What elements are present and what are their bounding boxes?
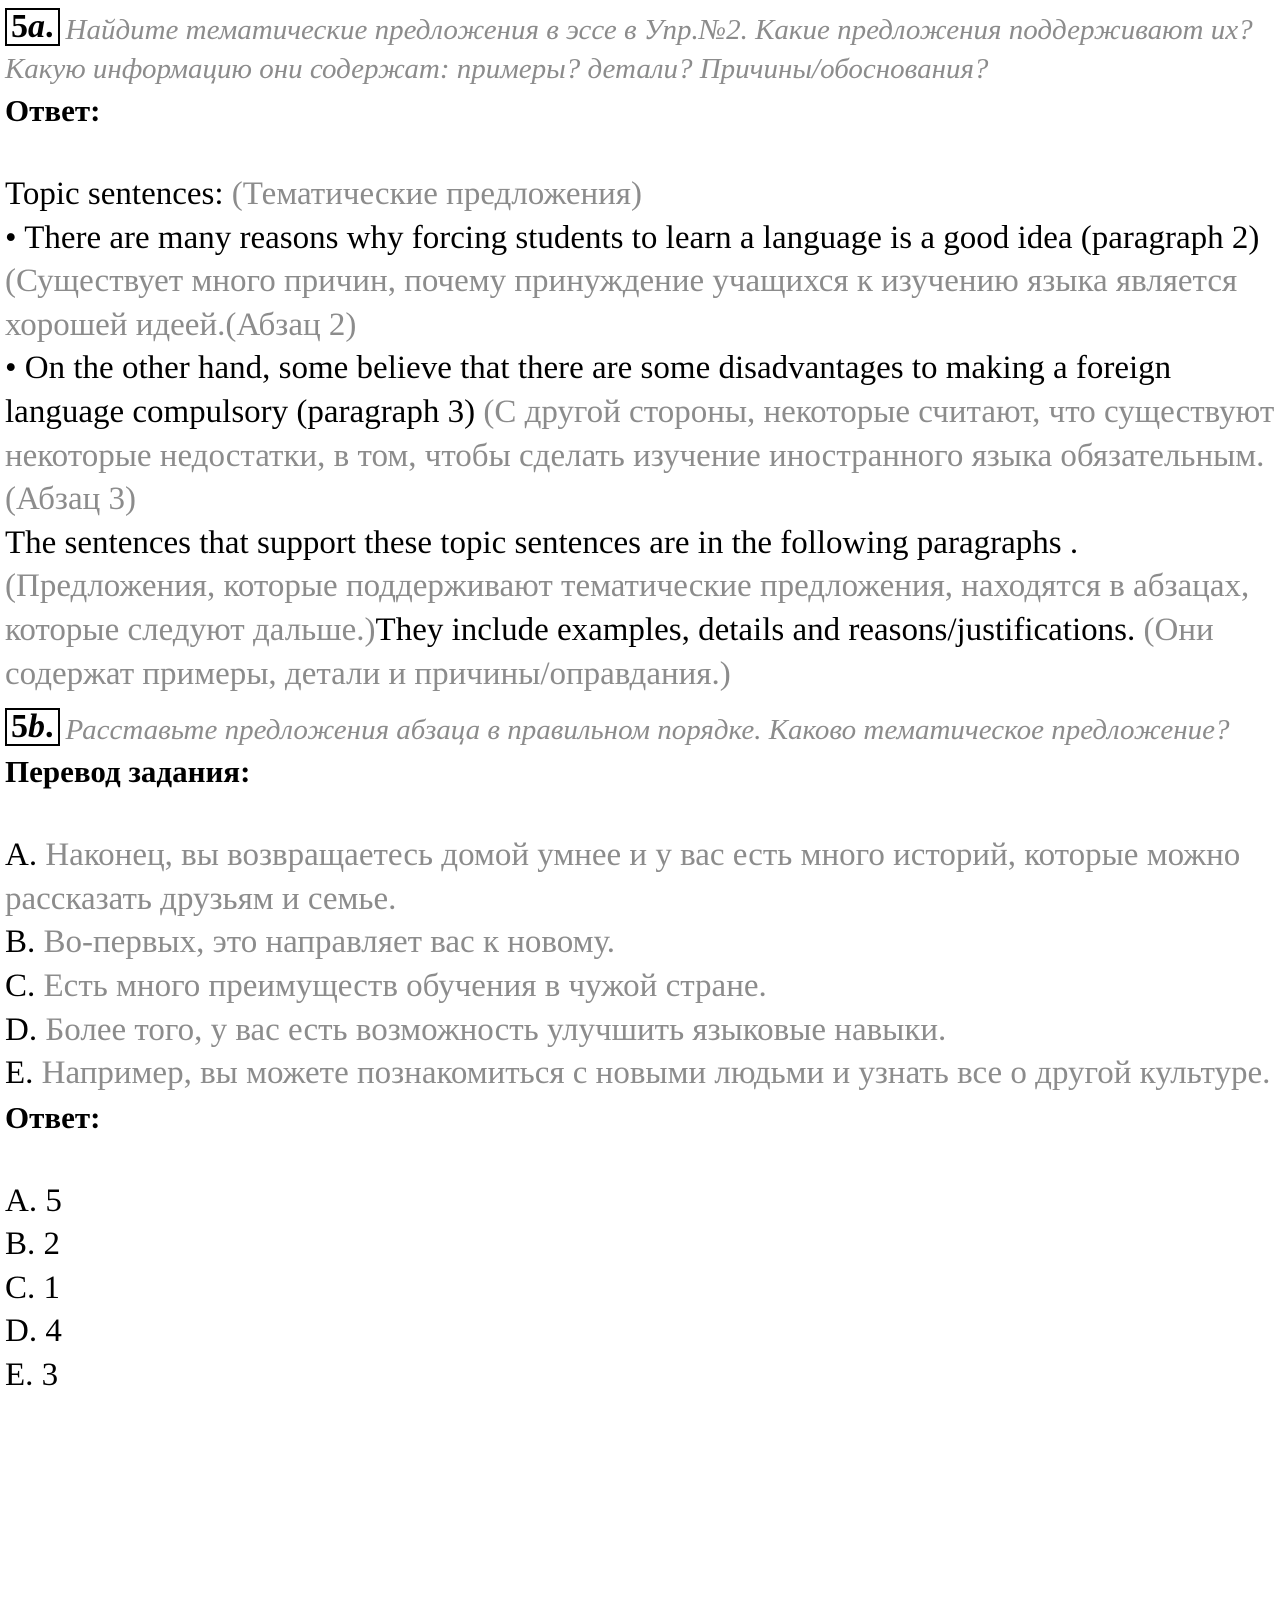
answer-item — [5, 1354, 1275, 1398]
answer-item — [5, 1310, 1275, 1354]
answer-value: 4 — [45, 1313, 62, 1350]
item-letter: B. — [5, 924, 44, 961]
item-letter: C. — [5, 967, 44, 1004]
answer-item — [5, 1223, 1275, 1267]
sentence-list — [5, 834, 1275, 1096]
task-dot: . — [45, 708, 54, 746]
list-item — [5, 1052, 1275, 1096]
answer-heading-5a: Ответ: — [5, 93, 101, 128]
spacer — [5, 1138, 1275, 1180]
topic-label-ru: (Тематические предложения) — [231, 176, 642, 212]
answer-letter: B. — [5, 1226, 44, 1263]
answer-value: 3 — [41, 1357, 59, 1394]
item-text: Наконец, вы возвращаетесь домой умнее и у вас есть много историй, которые можно рассказать друзьям и семье. — [5, 837, 1241, 917]
answer-heading-5b: Ответ: — [5, 1099, 101, 1135]
topic-bullet-1 — [5, 217, 1275, 348]
bullet-1-ru: (Существует много причин, почему принуждение учащихся к изучению языка является хорошей идеей.(Абзац 2) — [5, 263, 1238, 343]
support-en: The sentences that support these topic sentences are in the following paragraphs . — [5, 524, 1079, 561]
list-item — [5, 921, 1275, 965]
answer-letter: E. — [5, 1357, 42, 1394]
answer-letter: A. — [5, 1182, 46, 1219]
answer-value: 5 — [45, 1182, 62, 1219]
item-text: Во-первых, это направляет вас к новому. — [43, 924, 615, 961]
topic-bullet-2 — [5, 347, 1275, 521]
answer-value: 1 — [43, 1269, 61, 1306]
list-item — [5, 834, 1275, 921]
task-dot: . — [45, 8, 54, 45]
item-letter: E. — [5, 1055, 42, 1092]
topic-sentences-label — [5, 173, 1275, 217]
task-5a-instruction: Найдите тематические предложения в эссе в Упр.№2. Какие предложения поддерживают их? Какую информацию они содержат: примеры? детали? Причины/обоснования? — [5, 14, 1253, 85]
page — [5, 8, 1275, 1398]
bullet-2-ru: (С другой стороны, некоторые считают, что существуют некоторые недостатки, в том, чтобы сделать изучение иностранного языка обязательным. (Абзац 3) — [5, 393, 1275, 518]
task-5a-instruction-block — [5, 8, 1275, 89]
answer-item — [5, 1267, 1275, 1311]
item-text: Например, вы можете познакомиться с новыми людьми и узнать все о другой культуре. — [41, 1055, 1271, 1092]
support-ru: (Предложения, которые поддерживают тематические предложения, находятся в абзацах, которые следуют дальше.) — [5, 568, 1250, 648]
answer-value: 2 — [43, 1226, 61, 1263]
support-paragraph — [5, 522, 1275, 696]
item-letter: A. — [5, 837, 46, 874]
bullet-1-en: • There are many reasons why forcing students to learn a language is a good idea (paragraph 2) — [5, 219, 1260, 256]
task-number: 5 — [11, 8, 28, 45]
item-text: Более того, у вас есть возможность улучшить языковые навыки. — [45, 1011, 947, 1048]
spacer — [5, 131, 1275, 173]
task-letter: a — [28, 8, 45, 45]
task-5b-instruction-block — [5, 708, 1275, 750]
answer-letter: D. — [5, 1313, 46, 1350]
answer-item — [5, 1180, 1275, 1224]
item-text: Есть много преимуществ обучения в чужой стране. — [43, 967, 767, 1004]
task-5a-badge — [5, 8, 60, 46]
task-letter: b — [28, 708, 45, 746]
spacer — [5, 792, 1275, 834]
include-en: They include examples, details and reasons/justifications. — [375, 611, 1144, 648]
bullet-2-en: • On the other hand, some believe that there are some disadvantages to making a foreign language compulsory (paragraph 3) — [5, 350, 1172, 430]
item-letter: D. — [5, 1011, 46, 1048]
include-ru: (Они содержат примеры, детали и причины/оправдания.) — [5, 611, 1214, 692]
topic-label-en: Topic sentences: — [5, 176, 232, 212]
task-number: 5 — [11, 708, 28, 746]
task-5b-badge — [5, 708, 60, 746]
task-5b-instruction: Расставьте предложения абзаца в правильном порядке. Каково тематическое предложение? — [65, 714, 1230, 747]
translation-heading: Перевод задания: — [5, 754, 251, 790]
answer-list — [5, 1180, 1275, 1398]
list-item — [5, 965, 1275, 1009]
list-item — [5, 1009, 1275, 1053]
answer-letter: C. — [5, 1269, 44, 1306]
